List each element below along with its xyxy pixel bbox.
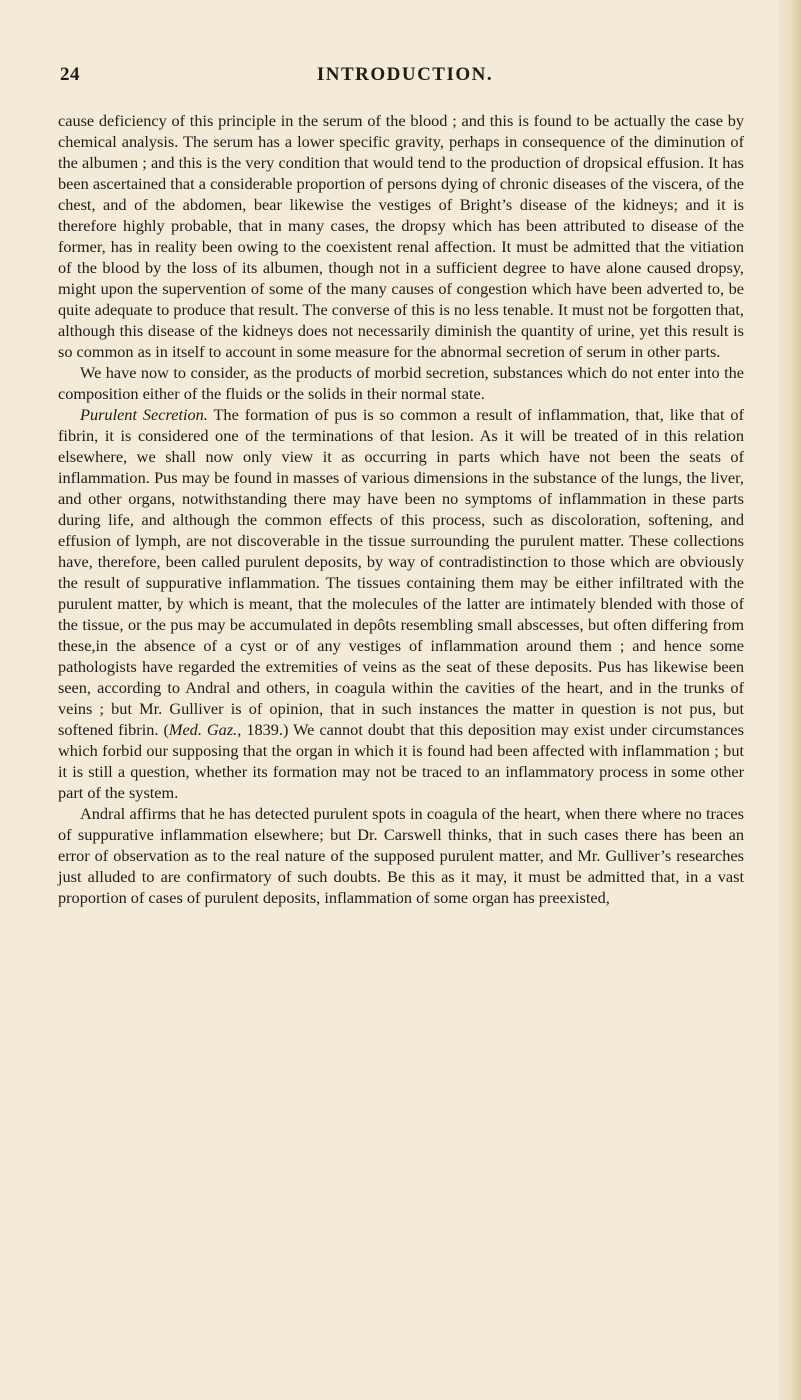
body-text	[58, 110, 744, 908]
paragraph-2: We have now to consider, as the products of morbid secretion, substances which do not enter into the composition either of the fluids or the solids in their normal state.	[58, 363, 744, 403]
paragraph-3-text: The formation of pus is so common a result of inflammation, that, like that of fibrin, it is considered one of the terminations of that lesion. As it will be treated of in this relation elsewhere, we shall now only view it as occurring in parts which have not been the seats of inflammation. Pus may be found in masses of various dimensions in the substance of the lungs, the liver, and other organs, notwithstanding there may have been no symptoms of inflammation in these parts during life, and although the common effects of this process, such as discoloration, softening, and effusion of lymph, are not discoverable in the tissue surrounding the purulent matter. These collections have, therefore, been called purulent deposits, by way of contradistinction to those which are obviously the result of suppurative inflammation. The tissues containing them may be either infiltrated with the purulent matter, by which is meant, that the molecules of the latter are intimately blended with those of the tissue, or the pus may be accumulated in depôts resembling small abscesses, but often differing from these,in the absence of a cyst or of any vestiges of inflammation around them ; and hence some pathologists have regarded the extremities of veins as the seat of these deposits. Pus has likewise been seen, according to Andral and others, in coagula within the cavities of the heart, and in the trunks of veins ; but Mr. Gulliver is of opinion, that in such instances the matter in question is not pus, but softened fibrin. (	[58, 405, 744, 739]
paragraph-1: cause deficiency of this principle in the serum of the blood ; and this is found to be actually the case by chemical analysis. The serum has a lower specific gravity, perhaps in consequence of the diminution of the albumen ; and this is the very condition that would tend to the production of dropsical effusion. It has been ascertained that a considerable proportion of persons dying of chronic diseases of the viscera, of the chest, and of the abdomen, bear likewise the vestiges of Bright’s disease of the kidneys; and it is therefore highly probable, that in many cases, the dropsy which has been attributed to disease of the former, has in reality been owing to the coexistent renal affection. It must be admitted that the vitiation of the blood by the loss of its albumen, though not in a sufficient degree to have alone caused dropsy, might upon the supervention of some of the many causes of congestion which have been adverted to, be quite adequate to produce that result. The converse of this is no less tenable. It must not be forgotten that, although this disease of the kidneys does not necessarily diminish the quantity of urine, yet this result is so common as in itself to account in some measure for the abnormal secretion of serum in other parts.	[58, 111, 744, 361]
paragraph-3	[58, 404, 744, 803]
page-header	[60, 64, 750, 88]
paragraph-3-text-continued: , 1839.) We cannot doubt that this deposition may exist under circumstances which forbid our supposing that the organ in which it is found had been affected with inflammation ; but it is still a question, whether its formation may not be traced to an inflammatory process in some other part of the system.	[58, 720, 744, 802]
section-heading-purulent-secretion: Purulent Secretion.	[80, 405, 208, 424]
paragraph-4: Andral affirms that he has detected purulent spots in coagula of the heart, when there where no traces of suppurative inflammation elsewhere; but Dr. Carswell thinks, that in such cases there has been an error of observation as to the real nature of the supposed purulent matter, and Mr. Gulliver’s researches just alluded to are confirmatory of such doubts. Be this as it may, it must be admitted that, in a vast proportion of cases of purulent deposits, inflammation of some organ has preexisted,	[58, 804, 744, 907]
page-edge-shadow	[779, 0, 801, 1400]
running-head: INTRODUCTION.	[316, 64, 494, 85]
citation-journal: Med. Gaz.	[168, 720, 238, 739]
page-number: 24	[60, 64, 80, 85]
